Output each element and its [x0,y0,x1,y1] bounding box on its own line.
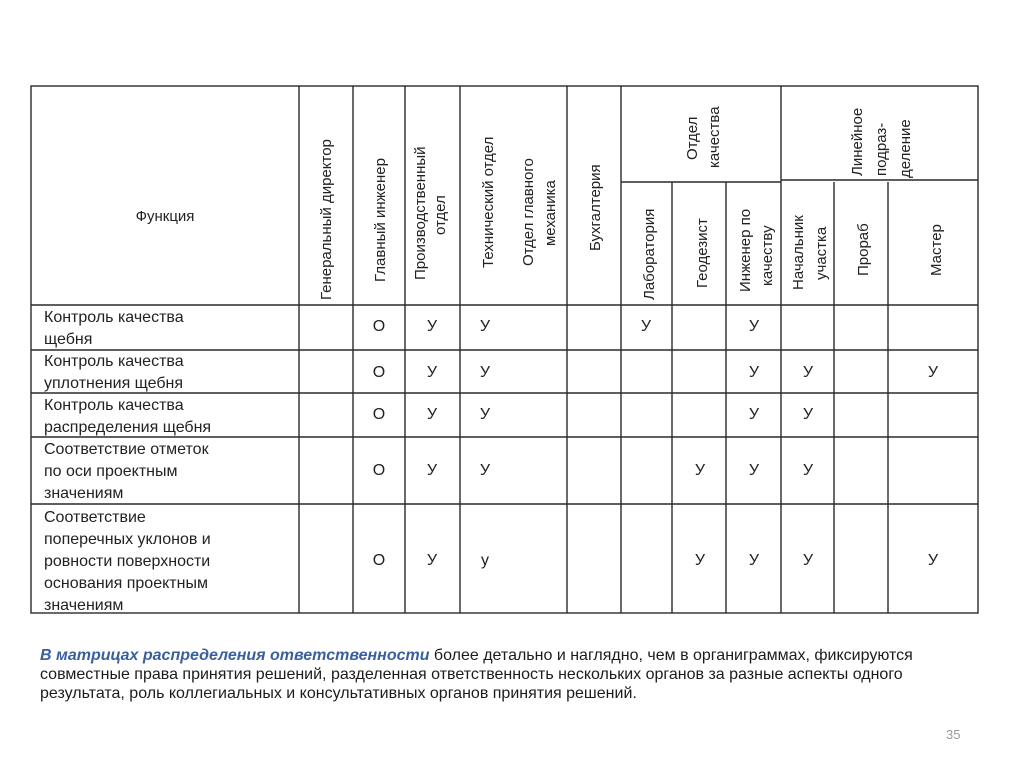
header-line-unit-line2: подраз- [873,122,890,176]
row-1-function-line2: щебня [44,331,93,348]
cell-mark-r4-c8: У [694,462,706,479]
cell-mark-r2-c2: О [372,364,386,381]
cell-mark-r4-c2: О [372,462,386,479]
header-site-chief-line2: участка [813,226,830,280]
row-1-function-line1: Контроль качества [44,309,184,326]
row-2-function-line2: уплотнения щебня [44,375,184,392]
header-foreman: Прораб [855,223,872,276]
function-column [44,309,211,614]
row-3-function-line1: Контроль качества [44,397,184,414]
cell-mark-r3-c9: У [748,406,760,423]
cell-mark-r2-c9: У [748,364,760,381]
cell-mark-r3-c10: У [802,406,814,423]
row-4-function-line2: по оси проектным [44,463,178,480]
header-chief-mechanic-line2: механика [542,180,559,246]
cell-mark-r1-c3: У [426,318,438,335]
header-line-unit-line1: Линейное [849,107,866,176]
cell-mark-r4-c9: У [748,462,760,479]
page-number: 35 [946,727,961,742]
cell-mark-r5-c3: У [426,552,438,569]
header-accounting: Бухгалтерия [587,164,604,251]
cell-mark-r1-c7: У [640,318,652,335]
function-header: Функция [135,208,195,225]
header-quality-dept-line2: качества [706,106,723,168]
responsibility-marks [373,318,939,569]
cell-mark-r2-c10: У [802,364,814,381]
cell-mark-r5-c10: У [802,552,814,569]
header-laboratory: Лаборатория [641,208,658,300]
row-5-function-line4: основания проектным [44,575,208,592]
cell-mark-r2-c3: У [426,364,438,381]
cell-mark-r5-c12: У [927,552,939,569]
cell-mark-r4-c4: У [479,462,491,479]
caption [40,646,990,703]
row-5-function-line2: поперечных уклонов и [44,531,211,548]
header-line-unit-line3: деление [897,119,914,178]
header-chief-engineer: Главный инженер [372,158,389,282]
cell-mark-r5-c4: у [481,552,489,569]
cell-mark-r1-c4: У [479,318,491,335]
row-5-function-line3: ровности поверхности [44,553,211,570]
cell-mark-r2-c12: У [927,364,939,381]
row-4-function-line3: значениям [44,485,124,502]
row-4-function-line1: Соответствие отметок [44,441,209,458]
row-5-function-line1: Соответствие [44,509,146,526]
header-quality-dept-line1: Отдел [684,116,701,160]
header-surveyor: Геодезист [694,218,711,288]
cell-mark-r2-c4: У [479,364,491,381]
row-2-function-line1: Контроль качества [44,353,184,370]
header-production-dept-line2: отдел [432,195,449,235]
header-production-dept-line1: Производственный [412,146,429,280]
cell-mark-r4-c3: У [426,462,438,479]
caption-emphasis: В матрицах распределения ответственности [40,647,430,664]
cell-mark-r4-c10: У [802,462,814,479]
cell-mark-r1-c9: У [748,318,760,335]
cell-mark-r5-c2: О [372,552,386,569]
header-general-director: Генеральный директор [318,139,335,300]
cell-mark-r5-c9: У [748,552,760,569]
cell-mark-r3-c3: У [426,406,438,423]
cell-mark-r1-c2: О [372,318,386,335]
header-master: Мастер [928,224,945,276]
row-3-function-line2: распределения щебня [44,419,212,436]
header-site-chief-line1: Начальник [790,215,807,290]
header-chief-mechanic-line1: Отдел главного [520,158,537,266]
header-quality-engineer-line1: Инженер по [737,208,754,292]
row-5-function-line5: значениям [44,597,124,614]
caption-text: более детально и наглядно, чем в органиграммах, фиксируются совместные права принятия решений, разделенная ответственность нескольких органов за разные аспекты одного результата, роль коллегиальных и консультативных органов принятия решений. [40,647,913,702]
header-quality-engineer-line2: качеству [759,225,776,286]
header-technical-dept: Технический отдел [480,136,497,268]
cell-mark-r3-c4: У [479,406,491,423]
cell-mark-r5-c8: У [694,552,706,569]
cell-mark-r3-c2: О [372,406,386,423]
